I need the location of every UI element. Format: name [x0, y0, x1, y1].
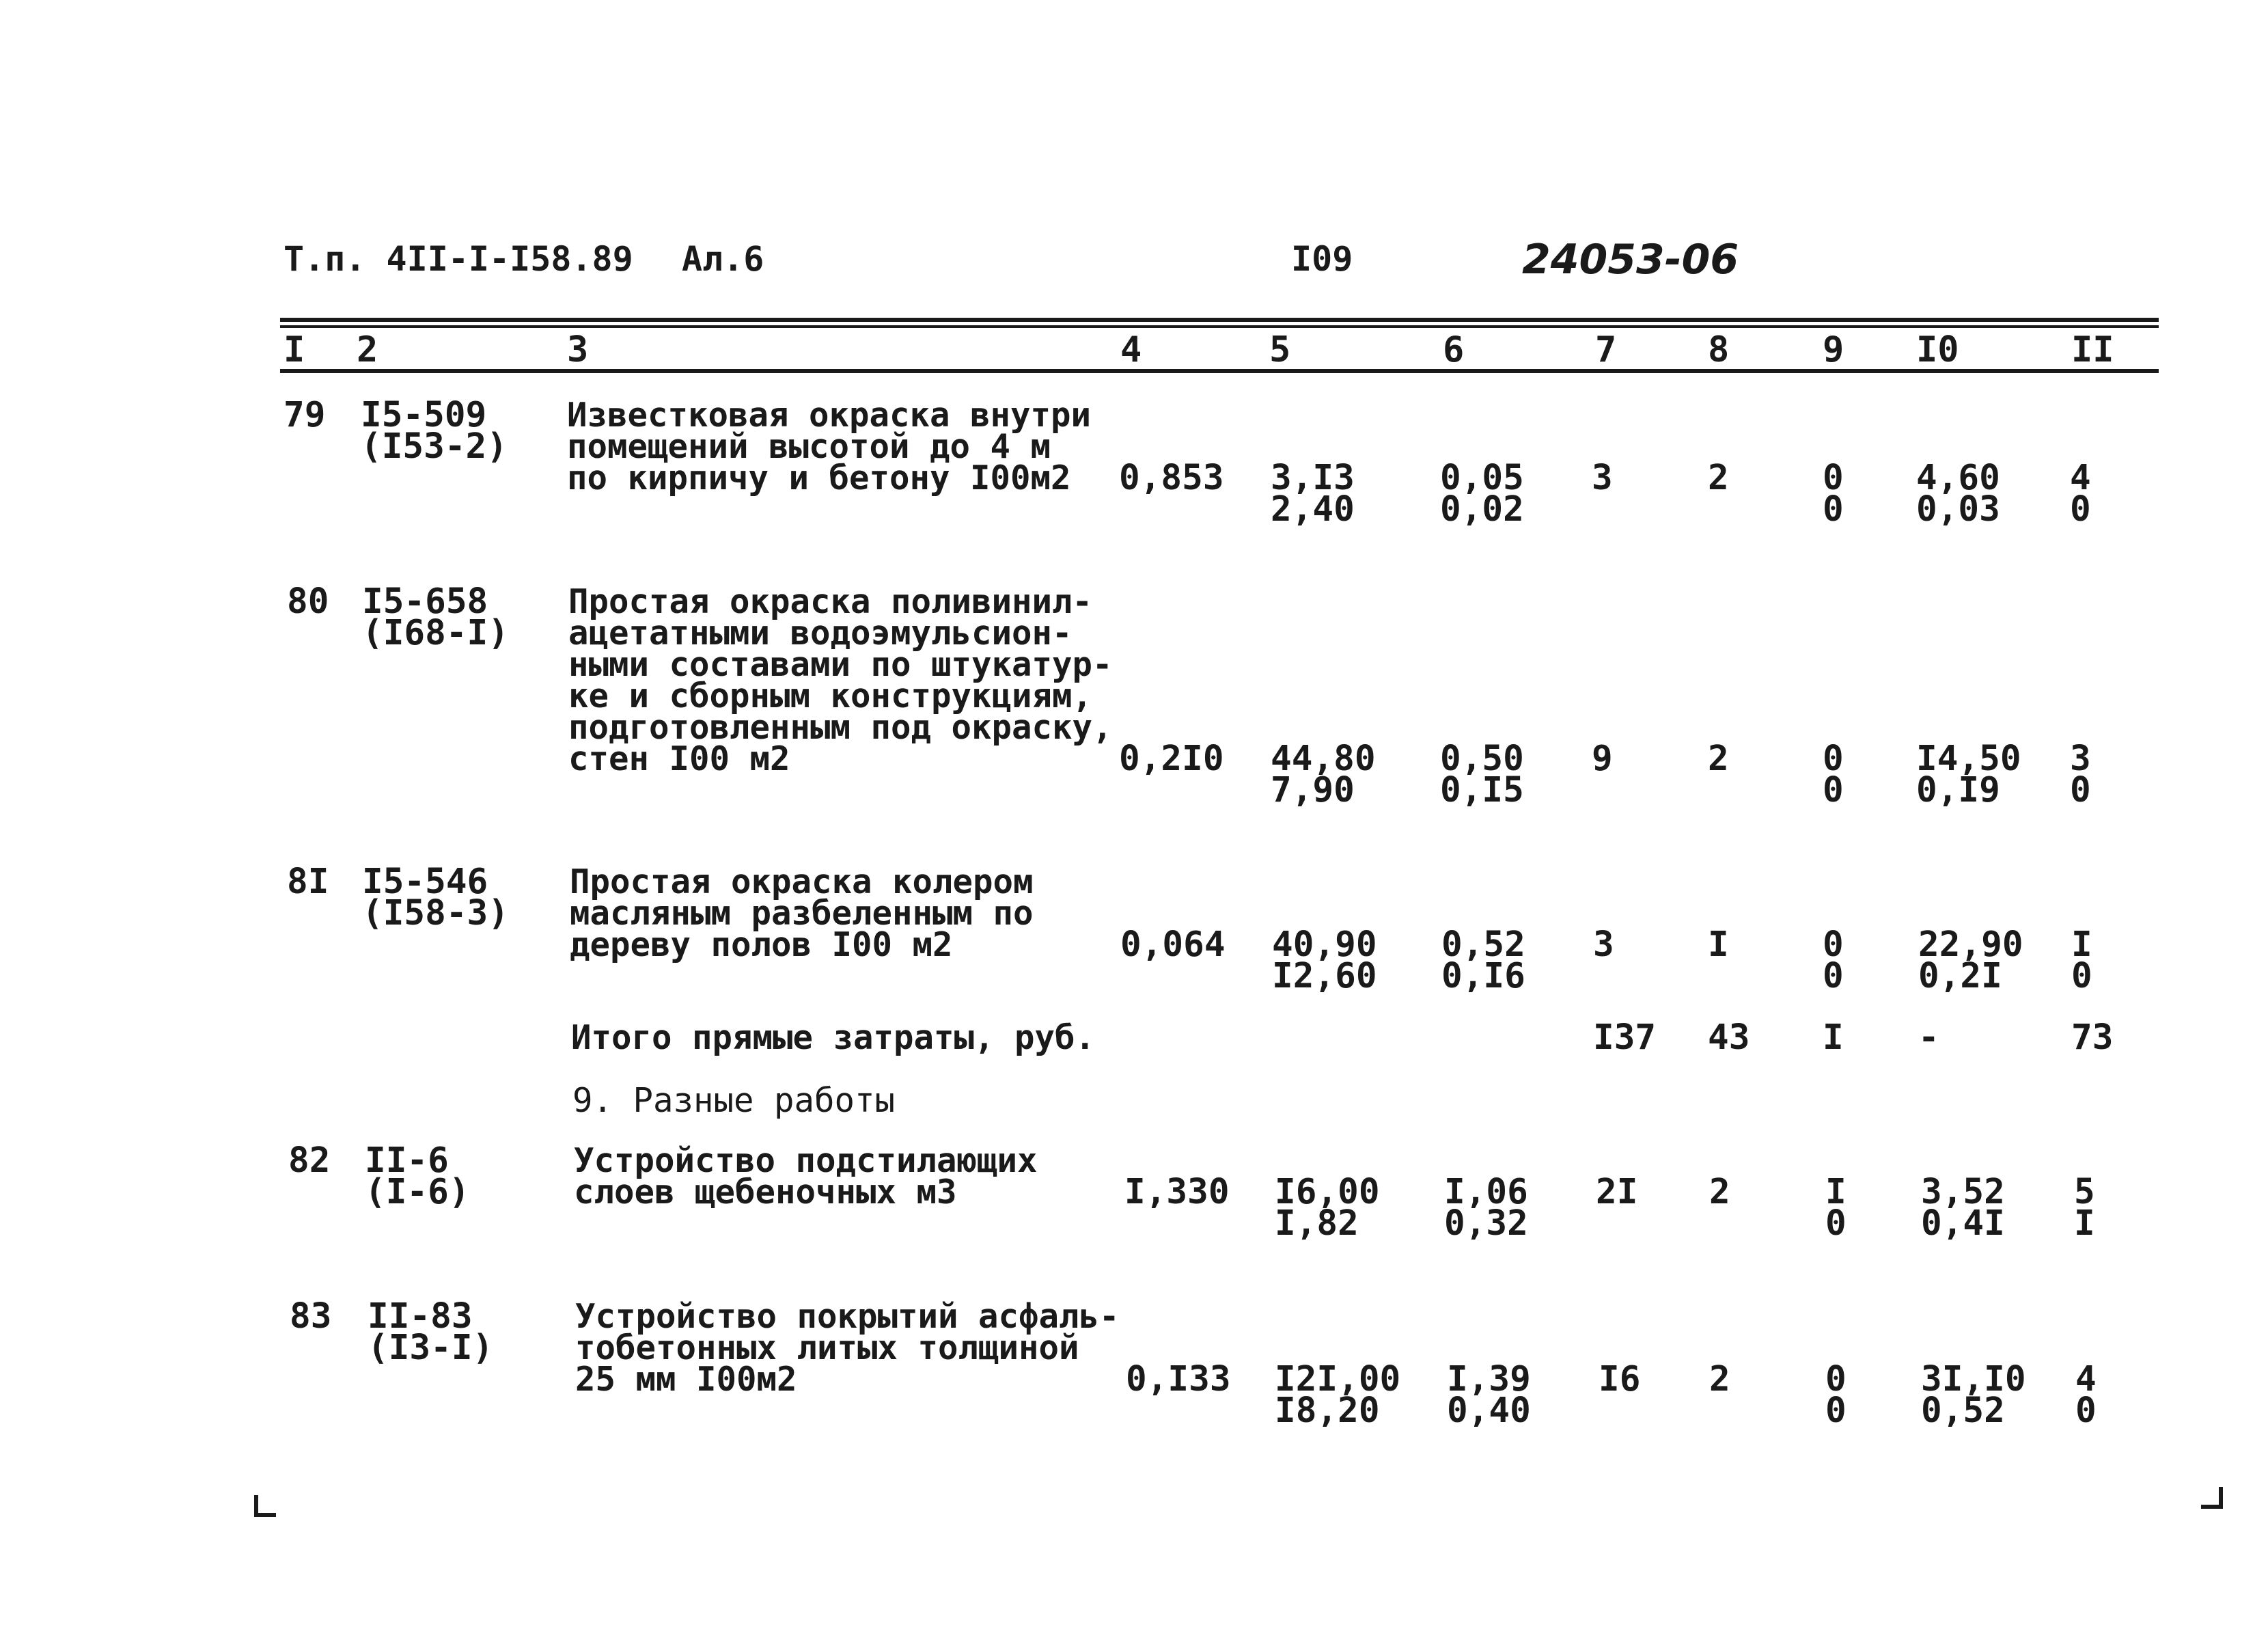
total-col10: - [1918, 1017, 1939, 1058]
col10-lower: 0,4I [1921, 1203, 2005, 1244]
work-description-line: Устройство подстилающих [574, 1141, 1038, 1180]
norm-code: I5-509 [361, 395, 487, 435]
col-header-5: 5 [1269, 329, 1291, 370]
quantity: I,330 [1124, 1172, 1230, 1212]
col11-upper: 4 [2075, 1359, 2097, 1399]
total-label: Итого прямые затраты, руб. [571, 1018, 1096, 1057]
col-header-4: 4 [1120, 329, 1142, 370]
total-col11: 73 [2071, 1017, 2114, 1058]
work-description-line: масляным разбеленным по [570, 894, 1034, 933]
work-description-line: слоев щебеночных м3 [574, 1173, 957, 1212]
col11-lower: 0 [2070, 489, 2091, 530]
work-description-line: 25 мм I00м2 [575, 1360, 797, 1399]
col10-upper: 3I,I0 [1921, 1359, 2026, 1399]
col8-value: 2 [1708, 739, 1729, 779]
work-description-line: ке и сборным конструкциям, [568, 676, 1093, 715]
norm-code: II-83 [368, 1296, 473, 1337]
work-description-line: Устройство покрытий асфаль- [575, 1297, 1120, 1336]
col10-lower: 0,I9 [1916, 770, 2000, 810]
total-col7: I37 [1593, 1017, 1657, 1058]
col10-lower: 0,2I [1918, 956, 2002, 996]
col10-upper: I4,50 [1916, 739, 2021, 779]
row-number: 79 [284, 395, 326, 435]
col9-lower: 0 [1823, 770, 1844, 810]
col6-lower: 0,02 [1440, 489, 1524, 530]
col9-lower: 0 [1823, 956, 1844, 996]
work-description-line: Известковая окраска внутри [567, 396, 1092, 435]
col9-upper: I [1825, 1172, 1847, 1212]
handwritten-code: 24053-06 [1522, 236, 1739, 284]
col6-upper: I,06 [1444, 1172, 1528, 1212]
col10-upper: 22,90 [1918, 925, 2023, 965]
col9-lower: 0 [1825, 1203, 1847, 1244]
col9-lower: 0 [1823, 489, 1844, 530]
col11-lower: I [2074, 1203, 2095, 1244]
work-description-line: Простая окраска колером [570, 862, 1034, 901]
row-number: 82 [288, 1140, 331, 1181]
col5-lower: 2,40 [1271, 489, 1355, 530]
quantity: 0,064 [1120, 925, 1226, 965]
col5-upper: 44,80 [1271, 739, 1376, 779]
work-description-line: Простая окраска поливинил- [568, 582, 1093, 621]
col9-upper: 0 [1823, 458, 1844, 498]
col6-lower: 0,32 [1444, 1203, 1528, 1244]
work-description-line: по кирпичу и бетону I00м2 [567, 459, 1071, 497]
table-top-rule-second [280, 325, 2159, 328]
work-description-line: ацетатными водоэмульсион- [568, 614, 1073, 653]
work-description-line: ными составами по штукатур- [568, 645, 1113, 684]
quantity: 0,853 [1119, 458, 1224, 498]
total-col8: 43 [1708, 1017, 1750, 1058]
norm-code-secondary: (I68-I) [362, 613, 509, 653]
table-top-rule [280, 318, 2159, 322]
col8-value: 2 [1708, 458, 1729, 498]
document-reference: Т.п. 4II-I-I58.89 [284, 239, 633, 279]
col8-value: 2 [1709, 1359, 1730, 1399]
col8-value: 2 [1709, 1172, 1730, 1212]
col6-upper: 0,50 [1440, 739, 1524, 779]
col7-value: 3 [1593, 925, 1614, 965]
col10-lower: 0,03 [1916, 489, 2000, 530]
col-header-1: I [284, 329, 305, 370]
work-description-line: стен I00 м2 [568, 739, 790, 778]
section-title: 9. Разные работы [572, 1081, 896, 1120]
col-header-6: 6 [1443, 329, 1465, 370]
col-header-8: 8 [1708, 329, 1730, 370]
album-label: Ал.6 [682, 239, 764, 279]
col11-lower: 0 [2070, 770, 2091, 810]
col7-value: I6 [1599, 1359, 1641, 1399]
col-header-9: 9 [1823, 329, 1844, 370]
col11-upper: I [2071, 925, 2092, 965]
col9-lower: 0 [1825, 1391, 1847, 1431]
col8-value: I [1708, 925, 1729, 965]
col6-upper: 0,05 [1440, 458, 1524, 498]
col5-upper: I2I,00 [1275, 1359, 1401, 1399]
col-header-2: 2 [357, 329, 378, 370]
row-number: 80 [287, 582, 329, 622]
norm-code-secondary: (I-6) [365, 1172, 470, 1212]
norm-code: I5-658 [362, 582, 488, 622]
norm-code-secondary: (I58-3) [362, 893, 509, 933]
col-header-7: 7 [1595, 329, 1617, 370]
col6-lower: 0,I6 [1441, 956, 1525, 996]
work-description-line: помещений высотой до 4 м [567, 427, 1051, 466]
col5-upper: 3,I3 [1271, 458, 1355, 498]
col5-lower: I,82 [1275, 1203, 1359, 1244]
col7-value: 9 [1592, 739, 1613, 779]
col6-upper: I,39 [1447, 1359, 1531, 1399]
col11-upper: 3 [2070, 739, 2091, 779]
col11-upper: 4 [2070, 458, 2091, 498]
page-number: I09 [1291, 239, 1353, 279]
work-description-line: тобетонных литых толщиной [575, 1328, 1079, 1367]
total-col9: I [1823, 1017, 1844, 1058]
norm-code-secondary: (I53-2) [361, 426, 508, 467]
col6-lower: 0,40 [1447, 1391, 1531, 1431]
col-header-3: 3 [567, 329, 589, 370]
col9-upper: 0 [1823, 925, 1844, 965]
col7-value: 2I [1596, 1172, 1638, 1212]
work-description-line: подготовленным под окраску, [568, 708, 1113, 747]
col10-upper: 4,60 [1916, 458, 2000, 498]
col-header-11: II [2071, 329, 2114, 370]
quantity: 0,I33 [1126, 1359, 1231, 1399]
col5-lower: I8,20 [1275, 1391, 1380, 1431]
row-number: 83 [290, 1296, 332, 1337]
col11-lower: 0 [2071, 956, 2092, 996]
work-description-line: дереву полов I00 м2 [570, 925, 953, 964]
col9-upper: 0 [1825, 1359, 1847, 1399]
crop-mark-right [2201, 1487, 2223, 1509]
row-number: 8I [287, 862, 329, 902]
col5-upper: 40,90 [1272, 925, 1377, 965]
col11-lower: 0 [2075, 1391, 2097, 1431]
col7-value: 3 [1592, 458, 1613, 498]
col9-upper: 0 [1823, 739, 1844, 779]
norm-code-secondary: (I3-I) [368, 1328, 494, 1368]
norm-code: II-6 [365, 1140, 449, 1181]
quantity: 0,2I0 [1119, 739, 1224, 779]
col10-lower: 0,52 [1921, 1391, 2005, 1431]
header-bottom-rule [280, 369, 2159, 373]
col5-lower: 7,90 [1271, 770, 1355, 810]
col-header-10: I0 [1916, 329, 1959, 370]
col5-upper: I6,00 [1275, 1172, 1380, 1212]
crop-mark-left [254, 1495, 276, 1517]
col6-lower: 0,I5 [1440, 770, 1524, 810]
col6-upper: 0,52 [1441, 925, 1525, 965]
col11-upper: 5 [2074, 1172, 2095, 1212]
col10-upper: 3,52 [1921, 1172, 2005, 1212]
norm-code: I5-546 [362, 862, 488, 902]
col5-lower: I2,60 [1272, 956, 1377, 996]
